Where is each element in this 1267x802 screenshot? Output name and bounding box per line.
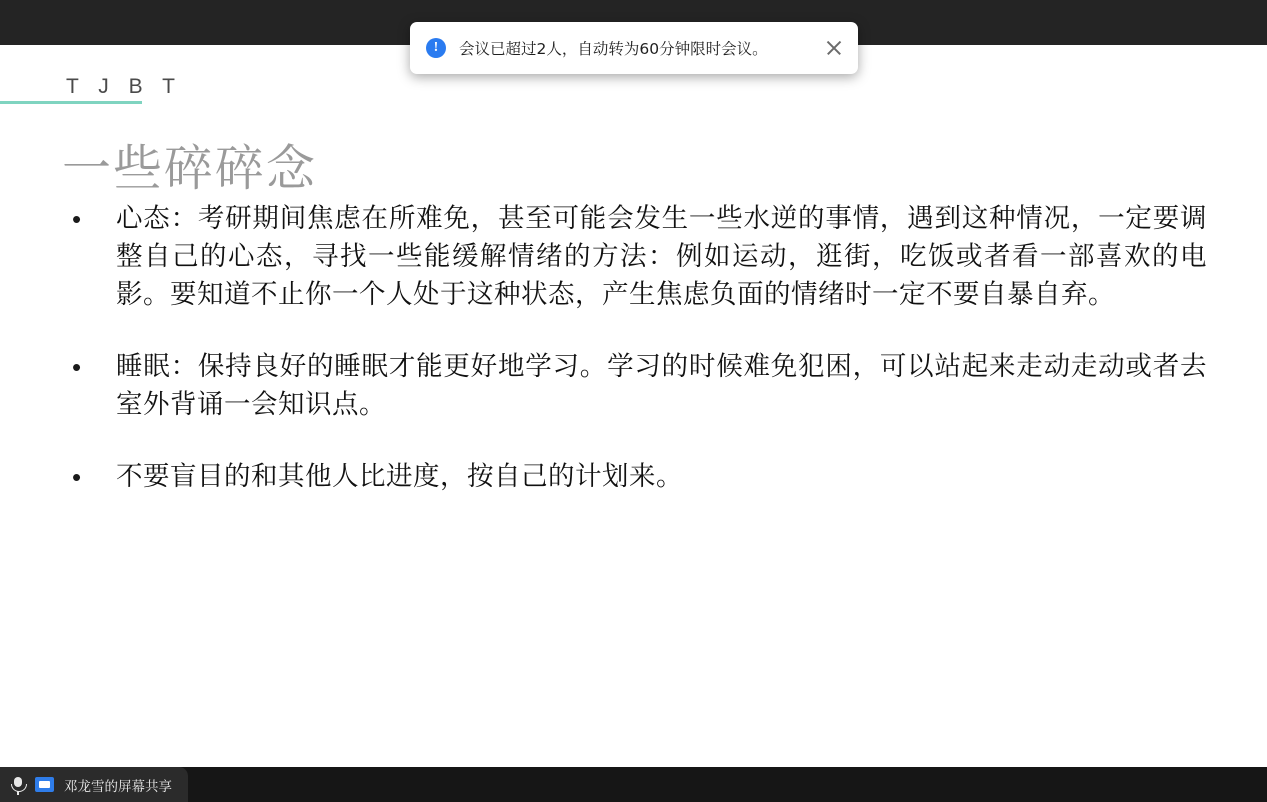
- bullet-text: 心态：考研期间焦虑在所难免，甚至可能会发生一些水逆的事情，遇到这种情况，一定要调整自己的心态，寻找一些能缓解情绪的方法：例如运动，逛街，吃饭或者看一部喜欢的电影。要知道不止你一个人处于这种状态，产生焦虑负面的情绪时一定不要自暴自弃。: [116, 203, 1207, 310]
- bullet-marker-icon: •: [72, 462, 82, 492]
- bullet-text: 睡眠：保持良好的睡眠才能更好地学习。学习的时候难免犯困，可以站起来走动走动或者去室外背诵一会知识点。: [116, 351, 1207, 420]
- bottom-status-bar: [0, 767, 1267, 802]
- bullet-marker-icon: •: [72, 352, 82, 382]
- screen-share-label: 邓龙雪的屏幕共享: [64, 778, 172, 795]
- bullet-marker-icon: •: [72, 204, 82, 234]
- list-item: [62, 458, 1207, 496]
- microphone-icon[interactable]: [10, 775, 26, 795]
- slide-bullet-list: [62, 200, 1207, 530]
- brand-accent-rule: [0, 101, 142, 104]
- list-item: [62, 200, 1207, 314]
- notification-toast: [410, 22, 858, 74]
- list-item: [62, 348, 1207, 424]
- slide-brand: T J B T: [66, 75, 182, 98]
- notification-message: 会议已超过2人，自动转为60分钟限时会议。: [459, 40, 768, 58]
- bullet-text: 不要盲目的和其他人比进度，按自己的计划来。: [116, 461, 683, 492]
- shared-screen-slide: [0, 45, 1267, 767]
- slide-title: 一些碎碎念: [62, 142, 318, 196]
- close-icon[interactable]: [824, 38, 844, 58]
- screen-share-status[interactable]: [0, 767, 188, 802]
- screen-share-icon[interactable]: [35, 777, 54, 792]
- info-icon: !: [426, 38, 446, 58]
